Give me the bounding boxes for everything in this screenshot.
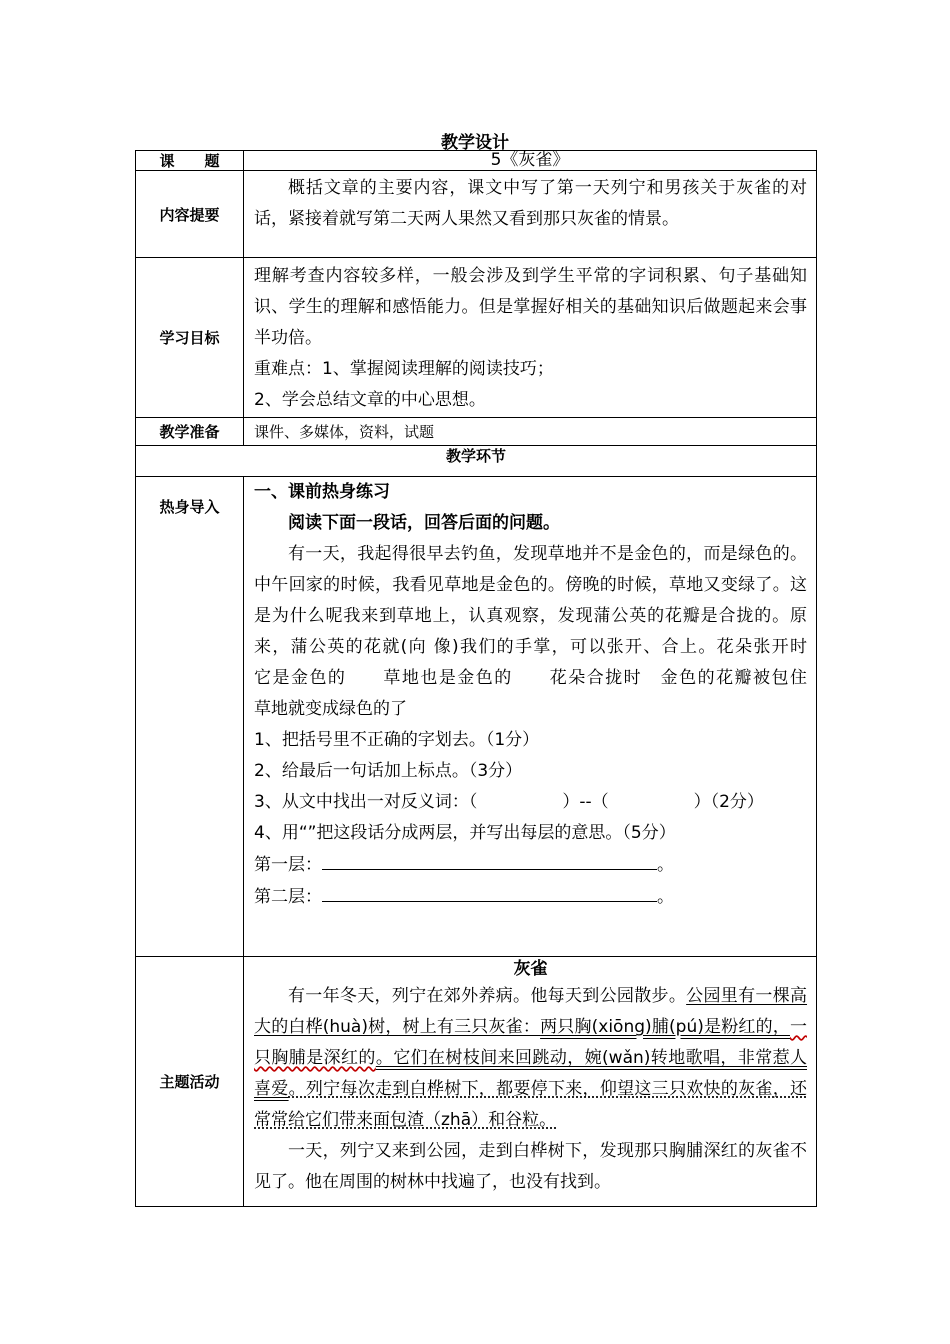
topic-value: 5《灰雀》 <box>490 150 570 170</box>
question-1: 1、把括号里不正确的字划去。（1分） <box>254 730 540 750</box>
layer-2-answer-blank[interactable] <box>322 881 657 902</box>
warmup-cell <box>244 477 841 957</box>
story-p1-a: 有一年冬天，列宁在郊外养病。他每天到公园散步。 <box>288 986 687 1006</box>
topic-cell <box>244 151 817 171</box>
row-summary <box>136 171 817 258</box>
layer-1-label: 第一层： <box>254 855 322 875</box>
question-2: 2、给最后一句话加上标点。（3分） <box>254 761 523 781</box>
warmup-passage: 有一天，我起得很早去钓鱼，发现草地并不是金色的，而是绿色的。中午回家的时候，我看见草地是金色的。傍晚的时候，草地又变绿了。这是为什么呢我来到草地上，认真观察，发现蒲公英的花瓣是合拢的。原来，蒲公英的花就(向 像)我们的手掌，可以张开、合上。花朵张开时 它是金色的 草地也是金色的 花朵合拢时 金色的花瓣被包住 草地就变成绿色的了 <box>254 544 841 719</box>
layer-2-label: 第二层： <box>254 887 322 907</box>
warmup-heading: 一、课前热身练习 <box>254 482 390 502</box>
story-p1-underlined-4: 。它们在树枝间来回跳动，婉(wǎn)转地歌唱，非常惹人喜爱 <box>254 1048 808 1099</box>
story-p1-underlined-2: 两只胸(xiōng)脯(pú)是粉红的， <box>540 1017 790 1037</box>
summary-text: 概括文章的主要内容，课文中写了第一天列宁和男孩关于灰雀的对话，紧接着就写第二天两人果然又看到那只灰雀的情景。 <box>254 178 807 229</box>
prep-cell <box>244 418 817 446</box>
label-goals: 学习目标 <box>136 258 244 418</box>
story-p1-underlined-3: 一只胸脯是深红的 <box>254 1017 807 1068</box>
layer-1-line <box>254 849 807 881</box>
layer-2-line <box>254 881 807 913</box>
label-warmup <box>136 477 244 957</box>
label-summary: 内容提要 <box>136 171 244 258</box>
goals-key-points: 重难点：1、掌握阅读理解的阅读技巧； <box>254 359 554 379</box>
layer-1-end: 。 <box>657 855 674 875</box>
label-topic: 课 题 <box>136 151 244 171</box>
story-paragraph-1 <box>254 981 807 1136</box>
question-4: 4、用“”把这段话分成两层，并写出每层的意思。（5分） <box>254 823 676 843</box>
label-prep: 教学准备 <box>136 418 244 446</box>
row-topic <box>136 151 817 171</box>
summary-cell <box>244 171 817 258</box>
label-activity: 主题活动 <box>136 957 244 1207</box>
story-p1-underlined-1: 公园里有一棵高大的白桦(huà)树，树上有三只灰雀： <box>254 986 808 1037</box>
row-section <box>136 446 817 477</box>
story-title: 灰雀 <box>513 959 548 979</box>
row-activity <box>136 957 817 1207</box>
story-p1-underlined-5: 。列宁每次走到白桦树下，都要停下来，仰望这三只欢快的灰雀，还常常给它们带来面包渣（zhā）和谷粒。 <box>254 1079 808 1130</box>
prep-text: 课件、多媒体，资料，试题 <box>254 423 435 441</box>
lesson-plan-table <box>135 150 841 1207</box>
goals-key-points-2: 2、学会总结文章的中心思想。 <box>254 390 486 410</box>
section-heading: 教学环节 <box>445 447 506 465</box>
goals-cell <box>244 258 817 418</box>
warmup-instruction: 阅读下面一段话，回答后面的问题。 <box>288 513 560 533</box>
row-goals <box>136 258 817 418</box>
layer-1-answer-blank[interactable] <box>322 849 657 870</box>
document-title: 教学设计 <box>441 133 509 153</box>
section-cell <box>136 446 817 477</box>
layer-2-end: 。 <box>657 887 674 907</box>
label-warmup-text: 热身导入 <box>159 498 220 516</box>
goals-paragraph: 理解考查内容较多样，一般会涉及到学生平常的字词积累、句子基础知识、学生的理解和感悟能力。但是掌握好相关的基础知识后做题起来会事半功倍。 <box>254 266 807 348</box>
row-warmup <box>136 477 817 957</box>
story-paragraph-2: 一天，列宁又来到公园，走到白桦树下，发现那只胸脯深红的灰雀不见了。他在周围的树林中找遍了，也没有找到。 <box>254 1141 807 1192</box>
activity-cell <box>244 957 817 1207</box>
question-3: 3、从文中找出一对反义词：（ ）--（ ）（2分） <box>254 792 764 812</box>
row-prep <box>136 418 817 446</box>
